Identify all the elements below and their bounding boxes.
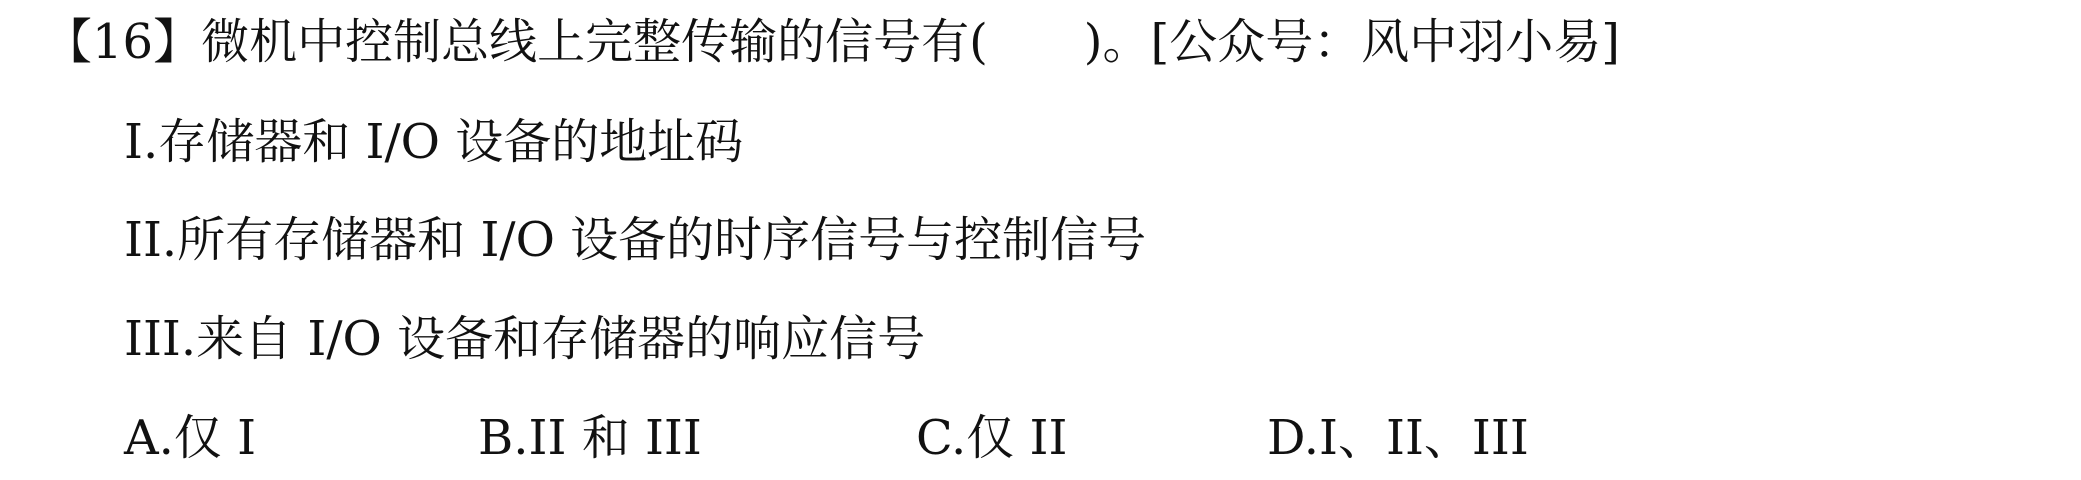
option-c: C.仅 II — [916, 410, 1068, 466]
option-d: D.I、II、III — [1267, 410, 1529, 466]
statement-ii: II.所有存储器和 I/O 设备的时序信号与控制信号 — [124, 212, 1147, 268]
statement-iii: III.来自 I/O 设备和存储器的响应信号 — [124, 311, 926, 367]
question-stem: 【16】微机中控制总线上完整传输的信号有( )。[公众号：风中羽小易] — [44, 14, 1620, 70]
answer-options — [0, 408, 2081, 468]
statement-i: I.存储器和 I/O 设备的地址码 — [124, 114, 744, 170]
option-b: B.II 和 III — [478, 410, 702, 466]
option-a: A.仅 I — [124, 410, 257, 466]
